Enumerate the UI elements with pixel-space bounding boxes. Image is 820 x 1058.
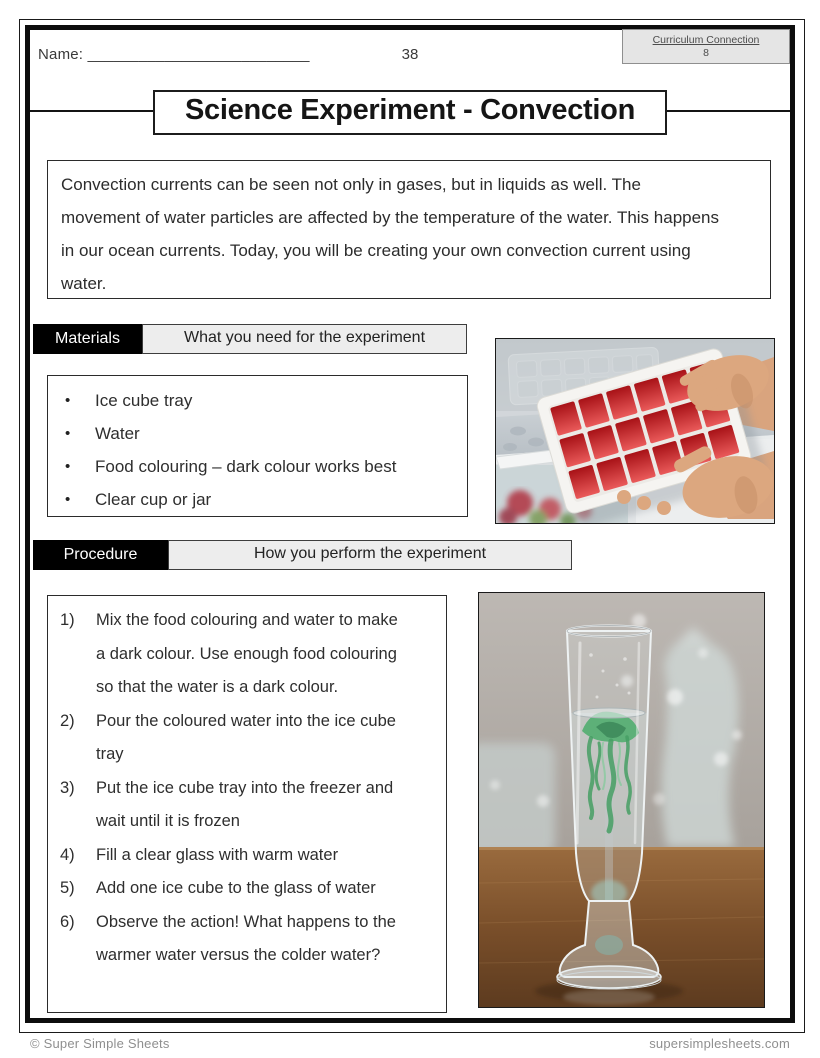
page-number: 38 [401,46,419,63]
title-box [153,90,667,135]
procedure-step-text: Observe the action! What happens to the warmer water versus the colder water? [96,912,396,964]
procedure-step [60,872,440,906]
bullet-icon: • [65,425,71,442]
materials-list-item [65,417,467,450]
procedure-step [60,772,440,839]
intro-text: Convection currents can be seen not only in gases, but in liquids as well. The movement of water particles are affected by the temperature of the water. This happens in our ocean currents. Today, you will be creating your own convection current using water. [61,175,720,293]
procedure-step-text: Mix the food colouring and water to make a dark colour. Use enough food colouring so that the water is a dark colour. [96,611,398,696]
procedure-step [60,839,440,873]
materials-list-item [65,450,467,483]
curriculum-connection-number: 8 [703,47,709,59]
bullet-icon: • [65,491,71,508]
curriculum-connection-title: Curriculum Connection [652,34,760,46]
bullet-icon: • [65,392,71,409]
step-number: 1) [60,611,75,629]
ice-cube-tray-photo [495,338,775,524]
intro-box [47,160,771,299]
procedure-list [47,595,447,1013]
curriculum-connection-badge [622,29,790,64]
name-blank-line[interactable]: __________________________ [87,46,310,63]
footer-copyright: © Super Simple Sheets [30,1036,170,1051]
procedure-step-text: Pour the coloured water into the ice cube tray [96,711,396,763]
page-title: Science Experiment - Convection [185,94,635,126]
step-number: 5) [60,879,75,897]
step-number: 4) [60,845,75,864]
footer-website[interactable]: supersimplesheets.com [649,1036,790,1051]
procedure-step [60,705,440,772]
materials-list-item [65,384,467,417]
procedure-step [60,604,440,705]
step-number: 2) [60,711,75,730]
materials-item-text: Ice cube tray [95,390,193,410]
convection-glass-photo [478,592,765,1008]
materials-item-text: Food colouring – dark colour works best [95,456,397,476]
procedure-step-text: Put the ice cube tray into the freezer and wait until it is frozen [96,778,394,830]
bullet-icon: • [65,458,71,475]
procedure-step [60,906,440,973]
footer [30,1036,790,1051]
materials-section-header: What you need for the experiment [142,324,467,354]
materials-list [47,375,468,517]
step-number: 3) [60,778,75,797]
materials-section-label: Materials [33,324,142,354]
procedure-step-text: Fill a clear glass with warm water [96,845,339,864]
materials-item-text: Water [95,423,140,443]
materials-list-item [65,483,467,516]
procedure-section-header: How you perform the experiment [168,540,572,570]
procedure-section-label: Procedure [33,540,168,570]
name-label: Name: [38,46,84,63]
procedure-step-text: Add one ice cube to the glass of water [96,879,376,897]
materials-item-text: Clear cup or jar [95,489,212,509]
step-number: 6) [60,912,75,931]
